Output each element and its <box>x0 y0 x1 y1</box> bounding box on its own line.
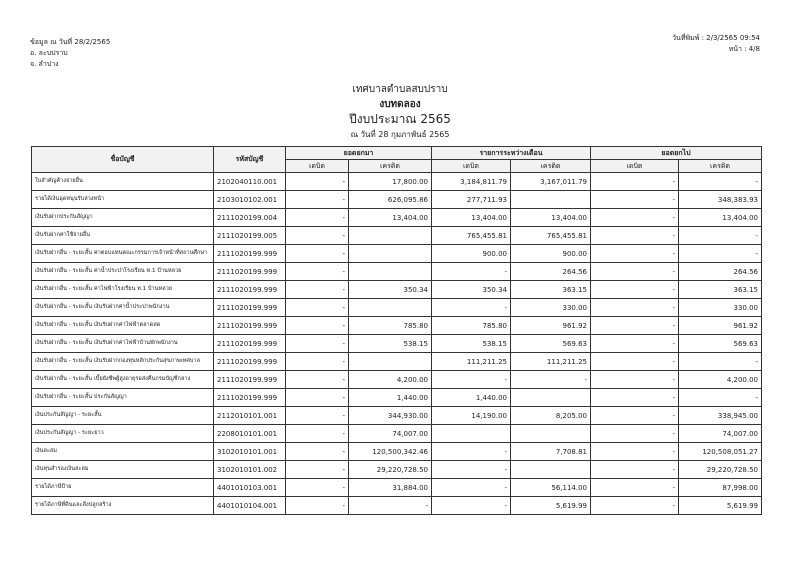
fiscal-year: ปีงบประมาณ 2565 <box>349 112 451 126</box>
cf-credit-cell: 330.00 <box>679 299 762 317</box>
cf-debit-cell: - <box>591 335 679 353</box>
cf-debit-cell: - <box>591 479 679 497</box>
bf-debit-cell: - <box>286 173 349 191</box>
bf-debit-cell: - <box>286 389 349 407</box>
account-code-cell: 2112010101.001 <box>214 407 286 425</box>
account-code-cell: 2111020199.999 <box>214 335 286 353</box>
bf-credit-cell: 13,404.00 <box>349 209 432 227</box>
m-debit-cell: - <box>432 371 511 389</box>
account-name-cell: เงินรับฝากค่าใช้จ่ายอื่น <box>32 227 214 245</box>
account-name-cell: รายได้ภาษีที่ดินและสิ่งปลูกสร้าง <box>32 497 214 515</box>
bf-credit-cell: - <box>349 497 432 515</box>
bf-credit-cell: 120,500,342.46 <box>349 443 432 461</box>
m-debit-cell: - <box>432 497 511 515</box>
cf-credit-cell: 338,945.00 <box>679 407 762 425</box>
m-debit-cell: 3,184,811.79 <box>432 173 511 191</box>
account-name-cell: เงินรับฝากอื่น - ระยะสั้น เงินรับฝากค่าไฟฟ้าตลาดสด <box>32 317 214 335</box>
bf-debit-cell: - <box>286 443 349 461</box>
m-credit-cell: 765,455.81 <box>511 227 591 245</box>
m-debit-cell: - <box>432 263 511 281</box>
bf-credit-cell: 344,930.00 <box>349 407 432 425</box>
cf-debit-cell: - <box>591 209 679 227</box>
cf-credit-cell: 5,619.99 <box>679 497 762 515</box>
account-name-cell: เงินประกันสัญญา - ระยะยาว <box>32 425 214 443</box>
cf-credit-cell: 961.92 <box>679 317 762 335</box>
cf-credit-cell: 74,007.00 <box>679 425 762 443</box>
bf-debit-cell: - <box>286 407 349 425</box>
account-code-cell: 2111020199.999 <box>214 281 286 299</box>
account-name-cell: เงินประกันสัญญา - ระยะสั้น <box>32 407 214 425</box>
account-code-cell: 3102010101.002 <box>214 461 286 479</box>
table-row <box>32 227 762 245</box>
m-credit-cell: 5,619.99 <box>511 497 591 515</box>
m-debit-cell: 900.00 <box>432 245 511 263</box>
m-credit-cell: 8,205.00 <box>511 407 591 425</box>
account-code-cell: 4401010103.001 <box>214 479 286 497</box>
bf-credit-cell <box>349 227 432 245</box>
cf-credit-cell: 13,404.00 <box>679 209 762 227</box>
cf-debit-cell: - <box>591 173 679 191</box>
m-debit-cell: 350.34 <box>432 281 511 299</box>
header-m-debit: เดบิต <box>432 160 511 173</box>
m-debit-cell: 765,455.81 <box>432 227 511 245</box>
bf-debit-cell: - <box>286 353 349 371</box>
cf-credit-cell: 87,998.00 <box>679 479 762 497</box>
table-row <box>32 245 762 263</box>
cf-credit-cell: 29,220,728.50 <box>679 461 762 479</box>
m-credit-cell <box>511 389 591 407</box>
account-name-cell: เงินรับฝากอื่น - ระยะสั้น เงินรับฝากค่าไฟฟ้าบ้านพักพนักงาน <box>32 335 214 353</box>
m-debit-cell: 785.80 <box>432 317 511 335</box>
bf-debit-cell: - <box>286 335 349 353</box>
table-row <box>32 263 762 281</box>
m-debit-cell: - <box>432 299 511 317</box>
account-name-cell: เงินรับฝากประกันสัญญา <box>32 209 214 227</box>
bf-debit-cell: - <box>286 191 349 209</box>
cf-debit-cell: - <box>591 191 679 209</box>
bf-credit-cell: 538.15 <box>349 335 432 353</box>
header-bf-credit: เครดิต <box>349 160 432 173</box>
bf-credit-cell: 17,800.00 <box>349 173 432 191</box>
page-number: หน้า : 4/8 <box>728 45 760 53</box>
report-meta-left <box>30 37 110 70</box>
account-code-cell: 2111020199.999 <box>214 389 286 407</box>
m-debit-cell: 538.15 <box>432 335 511 353</box>
m-debit-cell: - <box>432 461 511 479</box>
bf-debit-cell: - <box>286 479 349 497</box>
table-row <box>32 479 762 497</box>
account-name-cell: รายได้เงินอุดหนุนรับล่วงหน้า <box>32 191 214 209</box>
table-row <box>32 299 762 317</box>
cf-credit-cell: - <box>679 173 762 191</box>
table-row <box>32 335 762 353</box>
cf-debit-cell: - <box>591 371 679 389</box>
cf-debit-cell: - <box>591 227 679 245</box>
account-name-cell: เงินสะสม <box>32 443 214 461</box>
print-date: วันที่พิมพ์ : 2/3/2565 09:54 <box>672 34 760 42</box>
account-name-cell: เงินรับฝากอื่น - ระยะสั้น ค่าไฟฟ้าโรงเรียน ท.1 บ้านหลวย <box>32 281 214 299</box>
bf-credit-cell: 29,220,728.50 <box>349 461 432 479</box>
account-name-cell: เงินรับฝากอื่น - ระยะสั้น ค่าตอบแทนคณะกรรมการเจ้าหน้าที่สถานศึกษา <box>32 245 214 263</box>
account-name-cell: เงินรับฝากอื่น - ระยะสั้น ค่าน้ำประปาโรงเรียน ท.1 บ้านหลวย <box>32 263 214 281</box>
table-row <box>32 407 762 425</box>
account-code-cell: 2111020199.999 <box>214 263 286 281</box>
account-name-cell: เงินรับฝากอื่น - ระยะสั้น เงินรับฝากค่าน้ำประปาพนักงาน <box>32 299 214 317</box>
cf-debit-cell: - <box>591 353 679 371</box>
cf-debit-cell: - <box>591 245 679 263</box>
account-code-cell: 3102010101.001 <box>214 443 286 461</box>
table-row <box>32 425 762 443</box>
bf-debit-cell: - <box>286 425 349 443</box>
account-code-cell: 4401010104.001 <box>214 497 286 515</box>
cf-debit-cell: - <box>591 461 679 479</box>
account-code-cell: 2111020199.999 <box>214 353 286 371</box>
m-credit-cell: 330.00 <box>511 299 591 317</box>
account-name-cell: เงินทุนสำรองเงินสะสม <box>32 461 214 479</box>
account-code-cell: 2103010102.001 <box>214 191 286 209</box>
header-account-code: รหัสบัญชี <box>214 147 286 173</box>
m-debit-cell: 13,404.00 <box>432 209 511 227</box>
bf-credit-cell <box>349 263 432 281</box>
bf-debit-cell: - <box>286 497 349 515</box>
bf-credit-cell: 4,200.00 <box>349 371 432 389</box>
header-bf-debit: เดบิต <box>286 160 349 173</box>
trial-balance-table <box>31 146 762 515</box>
header-carried-forward: ยอดยกไป <box>591 147 762 160</box>
as-of-date: ณ วันที่ 28 กุมภาพันธ์ 2565 <box>350 130 450 139</box>
bf-debit-cell: - <box>286 299 349 317</box>
cf-credit-cell: - <box>679 227 762 245</box>
bf-debit-cell: - <box>286 209 349 227</box>
m-credit-cell: 111,211.25 <box>511 353 591 371</box>
header-cf-credit: เครดิต <box>679 160 762 173</box>
account-name-cell: ใบสำคัญค้างจ่ายอื่น <box>32 173 214 191</box>
m-debit-cell: - <box>432 479 511 497</box>
header-cf-debit: เดบิต <box>591 160 679 173</box>
m-debit-cell: 277,711.93 <box>432 191 511 209</box>
bf-credit-cell: 785.80 <box>349 317 432 335</box>
m-credit-cell: - <box>511 371 591 389</box>
cf-credit-cell: 4,200.00 <box>679 371 762 389</box>
m-credit-cell: 264.56 <box>511 263 591 281</box>
account-code-cell: 2111020199.999 <box>214 299 286 317</box>
cf-credit-cell: 569.63 <box>679 335 762 353</box>
cf-debit-cell: - <box>591 389 679 407</box>
district: อ. ละบปราบ <box>30 49 68 57</box>
cf-debit-cell: - <box>591 263 679 281</box>
cf-debit-cell: - <box>591 317 679 335</box>
m-credit-cell: 569.63 <box>511 335 591 353</box>
bf-credit-cell <box>349 353 432 371</box>
table-row <box>32 371 762 389</box>
bf-credit-cell <box>349 245 432 263</box>
province: จ. ลำปาง <box>30 60 59 68</box>
bf-credit-cell: 1,440.00 <box>349 389 432 407</box>
report-title: งบทดลอง <box>379 99 421 110</box>
bf-debit-cell: - <box>286 371 349 389</box>
cf-credit-cell: 363.15 <box>679 281 762 299</box>
table-row <box>32 461 762 479</box>
account-code-cell: 2111020199.999 <box>214 317 286 335</box>
m-debit-cell: 14,190.00 <box>432 407 511 425</box>
account-code-cell: 2208010101.001 <box>214 425 286 443</box>
account-code-cell: 2102040110.001 <box>214 173 286 191</box>
report-meta-right <box>672 33 760 55</box>
m-debit-cell: - <box>432 443 511 461</box>
m-credit-cell: 900.00 <box>511 245 591 263</box>
bf-debit-cell: - <box>286 317 349 335</box>
cf-debit-cell: - <box>591 497 679 515</box>
m-credit-cell: 7,708.81 <box>511 443 591 461</box>
m-credit-cell <box>511 461 591 479</box>
m-credit-cell: 3,167,011.79 <box>511 173 591 191</box>
account-name-cell: เงินรับฝากอื่น - ระยะสั้น เงินรับฝากกองทุนหลักประกันสุขภาพเทศบาล <box>32 353 214 371</box>
account-code-cell: 2111020199.005 <box>214 227 286 245</box>
table-row <box>32 497 762 515</box>
header-m-credit: เครดิต <box>511 160 591 173</box>
account-name-cell: รายได้ภาษีป้าย <box>32 479 214 497</box>
bf-debit-cell: - <box>286 281 349 299</box>
cf-debit-cell: - <box>591 299 679 317</box>
bf-credit-cell: 626,095.86 <box>349 191 432 209</box>
m-credit-cell: 961.92 <box>511 317 591 335</box>
table-row <box>32 443 762 461</box>
cf-credit-cell: - <box>679 389 762 407</box>
m-debit-cell: 111,211.25 <box>432 353 511 371</box>
m-credit-cell: 13,404.00 <box>511 209 591 227</box>
bf-debit-cell: - <box>286 461 349 479</box>
table-row <box>32 281 762 299</box>
bf-credit-cell: 350.34 <box>349 281 432 299</box>
table-row <box>32 173 762 191</box>
cf-credit-cell: 120,508,051.27 <box>679 443 762 461</box>
account-name-cell: เงินรับฝากอื่น - ระยะสั้น เบี้ยยังชีพผู้สูงอายุรอส่งคืนกรมบัญชีกลาง <box>32 371 214 389</box>
cf-debit-cell: - <box>591 443 679 461</box>
bf-debit-cell: - <box>286 227 349 245</box>
cf-debit-cell: - <box>591 425 679 443</box>
table-row <box>32 317 762 335</box>
bf-debit-cell: - <box>286 245 349 263</box>
table-row <box>32 191 762 209</box>
m-debit-cell: 1,440.00 <box>432 389 511 407</box>
report-title-block <box>0 82 800 142</box>
bf-debit-cell: - <box>286 263 349 281</box>
cf-debit-cell: - <box>591 281 679 299</box>
m-credit-cell <box>511 425 591 443</box>
header-brought-forward: ยอดยกมา <box>286 147 432 160</box>
bf-credit-cell: 31,884.00 <box>349 479 432 497</box>
m-credit-cell <box>511 191 591 209</box>
account-code-cell: 2111020199.004 <box>214 209 286 227</box>
data-as-of: ข้อมูล ณ วันที่ 28/2/2565 <box>30 38 111 46</box>
header-account-name: ชื่อบัญชี <box>32 147 214 173</box>
table-row <box>32 209 762 227</box>
table-row <box>32 353 762 371</box>
account-name-cell: เงินรับฝากอื่น - ระยะสั้น ประกันสัญญา <box>32 389 214 407</box>
bf-credit-cell <box>349 299 432 317</box>
m-debit-cell <box>432 425 511 443</box>
cf-credit-cell: - <box>679 353 762 371</box>
header-monthly: รายการระหว่างเดือน <box>432 147 591 160</box>
header-row-1 <box>32 147 762 160</box>
m-credit-cell: 363.15 <box>511 281 591 299</box>
account-code-cell: 2111020199.999 <box>214 371 286 389</box>
cf-debit-cell: - <box>591 407 679 425</box>
organization-name: เทศบาลตำบลสบปราบ <box>352 84 448 95</box>
cf-credit-cell: 264.56 <box>679 263 762 281</box>
cf-credit-cell: - <box>679 245 762 263</box>
m-credit-cell: 56,114.00 <box>511 479 591 497</box>
table-body <box>32 173 762 515</box>
bf-credit-cell: 74,007.00 <box>349 425 432 443</box>
table-row <box>32 389 762 407</box>
account-code-cell: 2111020199.999 <box>214 245 286 263</box>
cf-credit-cell: 348,383.93 <box>679 191 762 209</box>
